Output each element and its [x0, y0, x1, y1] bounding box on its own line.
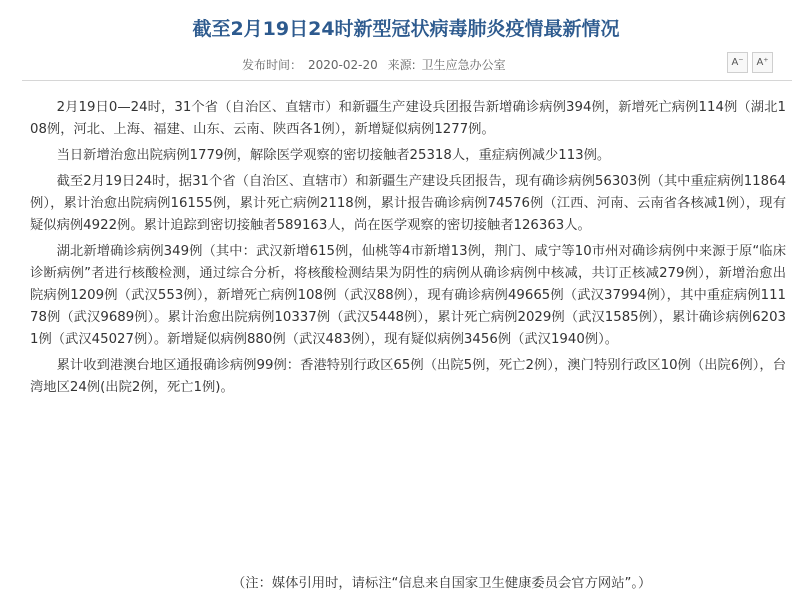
header-divider: [22, 80, 792, 81]
citation-note: （注：媒体引用时，请标注“信息来自国家卫生健康委员会官方网站”。）: [232, 576, 652, 591]
publish-label: 发布时间：: [242, 58, 303, 72]
font-size-tools: [727, 52, 773, 73]
paragraph: 当日新增治愈出院病例1779例，解除医学观察的密切接触者25318人，重症病例减少113例。: [56, 148, 611, 163]
paragraph: 2月19日0—24时，31个省（自治区、直辖市）和新疆生产建设兵团报告新增确诊病例394例，新增死亡病例114例（湖北108例，河北、上海、福建、山东、云南、陕西各1例），新增疑似病例1277例。: [30, 100, 786, 137]
font-increase-button[interactable]: A⁺: [752, 52, 773, 73]
paragraph: 截至2月19日24时，据31个省（自治区、直辖市）和新疆生产建设兵团报告，现有确诊病例56303例（其中重症病例11864例），累计治愈出院病例16155例，累计死亡病例2118例，累计报告确诊病例74576例（江西、河南、云南省各核减1例），现有疑似病例4922例。累计追踪到密切接触者589163人，尚在医学观察的密切接触者126363人。: [30, 174, 786, 233]
paragraph: 累计收到港澳台地区通报确诊病例99例：香港特别行政区65例（出院5例，死亡2例），澳门特别行政区10例（出院6例），台湾地区24例(出院2例，死亡1例)。: [30, 358, 786, 395]
font-decrease-button[interactable]: A⁻: [727, 52, 748, 73]
source-label: 来源:: [387, 58, 416, 72]
source-name: 卫生应急办公室: [421, 58, 506, 72]
article-meta: [242, 56, 512, 73]
publish-date: 2020-02-20: [308, 58, 378, 72]
paragraph: 湖北新增确诊病例349例（其中：武汉新增615例，仙桃等4市新增13例，荆门、咸宁等10市州对确诊病例中来源于原“临床诊断病例”者进行核酸检测，通过综合分析，将核酸检测结果为阴性的病例从确诊病例中核减，共订正核减279例），新增治愈出院病例1209例（武汉553例），新增死亡病例108例（武汉88例），现有确诊病例49665例（武汉37994例），其中重症病例11178例（武汉9689例）。累计治愈出院病例10337例（武汉5448例），累计死亡病例2029例（武汉1585例），累计确诊病例62031例（武汉45027例）。新增疑似病例880例（武汉483例），现有疑似病例3456例（武汉1940例）。: [30, 244, 786, 347]
page-title: 截至2月19日24时新型冠状病毒肺炎疫情最新情况: [192, 18, 620, 40]
article-body: [30, 97, 786, 403]
